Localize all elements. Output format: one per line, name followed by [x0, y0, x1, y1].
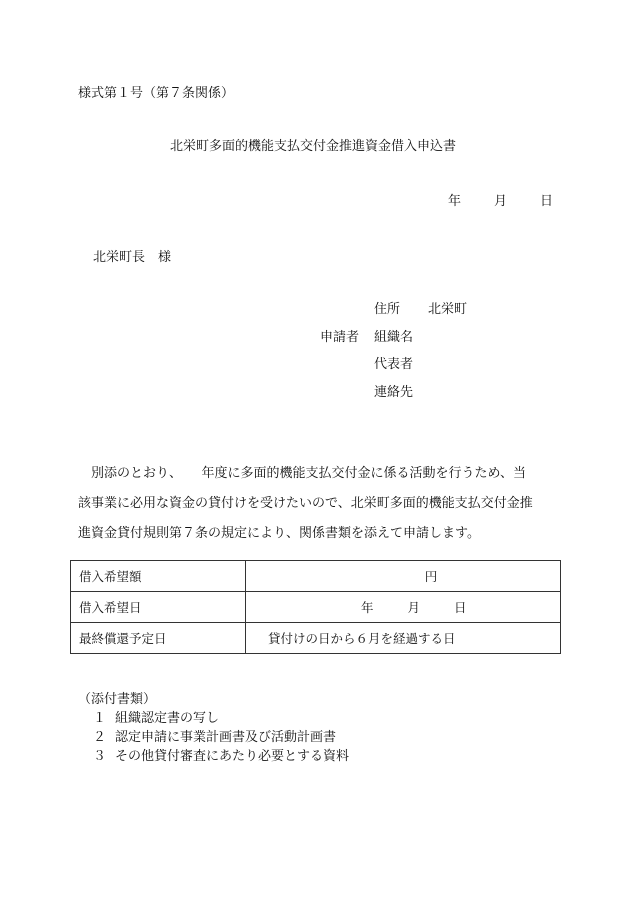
- desired-month-label: 月: [407, 600, 421, 615]
- list-item: [78, 747, 349, 766]
- list-item: [78, 728, 349, 747]
- table-row: [71, 623, 561, 654]
- table-row: [71, 561, 561, 592]
- statement-line: 該事業に必用な資金の貸付けを受けたいので、北栄町多面的機能支払交付金推: [78, 496, 533, 511]
- desired-amount-cell[interactable]: [246, 561, 561, 592]
- final-repayment-label: 最終償還予定日: [71, 623, 246, 654]
- final-repayment-value: 貸付けの日から６月を経過する日: [246, 623, 561, 654]
- address-value: 北栄町: [428, 302, 468, 317]
- date-day-label: 日: [540, 194, 554, 209]
- attachment-number: ２: [93, 730, 107, 745]
- desired-date-label: 借入希望日: [71, 592, 246, 623]
- attachment-number: １: [93, 711, 107, 726]
- statement-line: 進資金貸付規則第７条の規定により、関係書類を添えて申請します。: [78, 526, 480, 541]
- attachments-section: [78, 690, 349, 766]
- date-year-label: 年: [448, 194, 462, 209]
- attachment-number: ３: [93, 749, 107, 764]
- attachment-text: 認定申請に事業計画書及び活動計画書: [115, 730, 337, 745]
- desired-date-cell[interactable]: [246, 592, 561, 623]
- desired-amount-label: 借入希望額: [71, 561, 246, 592]
- document-title: 北栄町多面的機能支払交付金推進資金借入申込書: [170, 139, 457, 154]
- organization-label: 組織名: [374, 330, 414, 345]
- attachment-text: 組織認定書の写し: [115, 711, 220, 726]
- address-label: 住所: [374, 302, 401, 317]
- representative-label: 代表者: [374, 357, 414, 372]
- contact-label: 連絡先: [374, 385, 414, 400]
- attachment-text: その他貸付審査にあたり必要とする資料: [115, 749, 350, 764]
- list-item: [78, 709, 349, 728]
- loan-details-table: [70, 560, 561, 654]
- addressee: 北栄町長 様: [93, 250, 172, 265]
- yen-unit: 円: [424, 569, 438, 584]
- date-month-label: 月: [494, 194, 508, 209]
- statement-line: 別添のとおり、 年度に多面的機能支払交付金に係る活動を行うため、当: [78, 466, 526, 481]
- attachments-heading: （添付書類）: [78, 692, 157, 707]
- form-number: 様式第１号（第７条関係）: [78, 86, 235, 101]
- applicant-label: 申請者: [320, 330, 360, 345]
- application-statement: [78, 459, 563, 549]
- desired-year-label: 年: [361, 600, 374, 615]
- date-line: [448, 190, 553, 209]
- table-row: [71, 592, 561, 623]
- desired-day-label: 日: [454, 600, 467, 615]
